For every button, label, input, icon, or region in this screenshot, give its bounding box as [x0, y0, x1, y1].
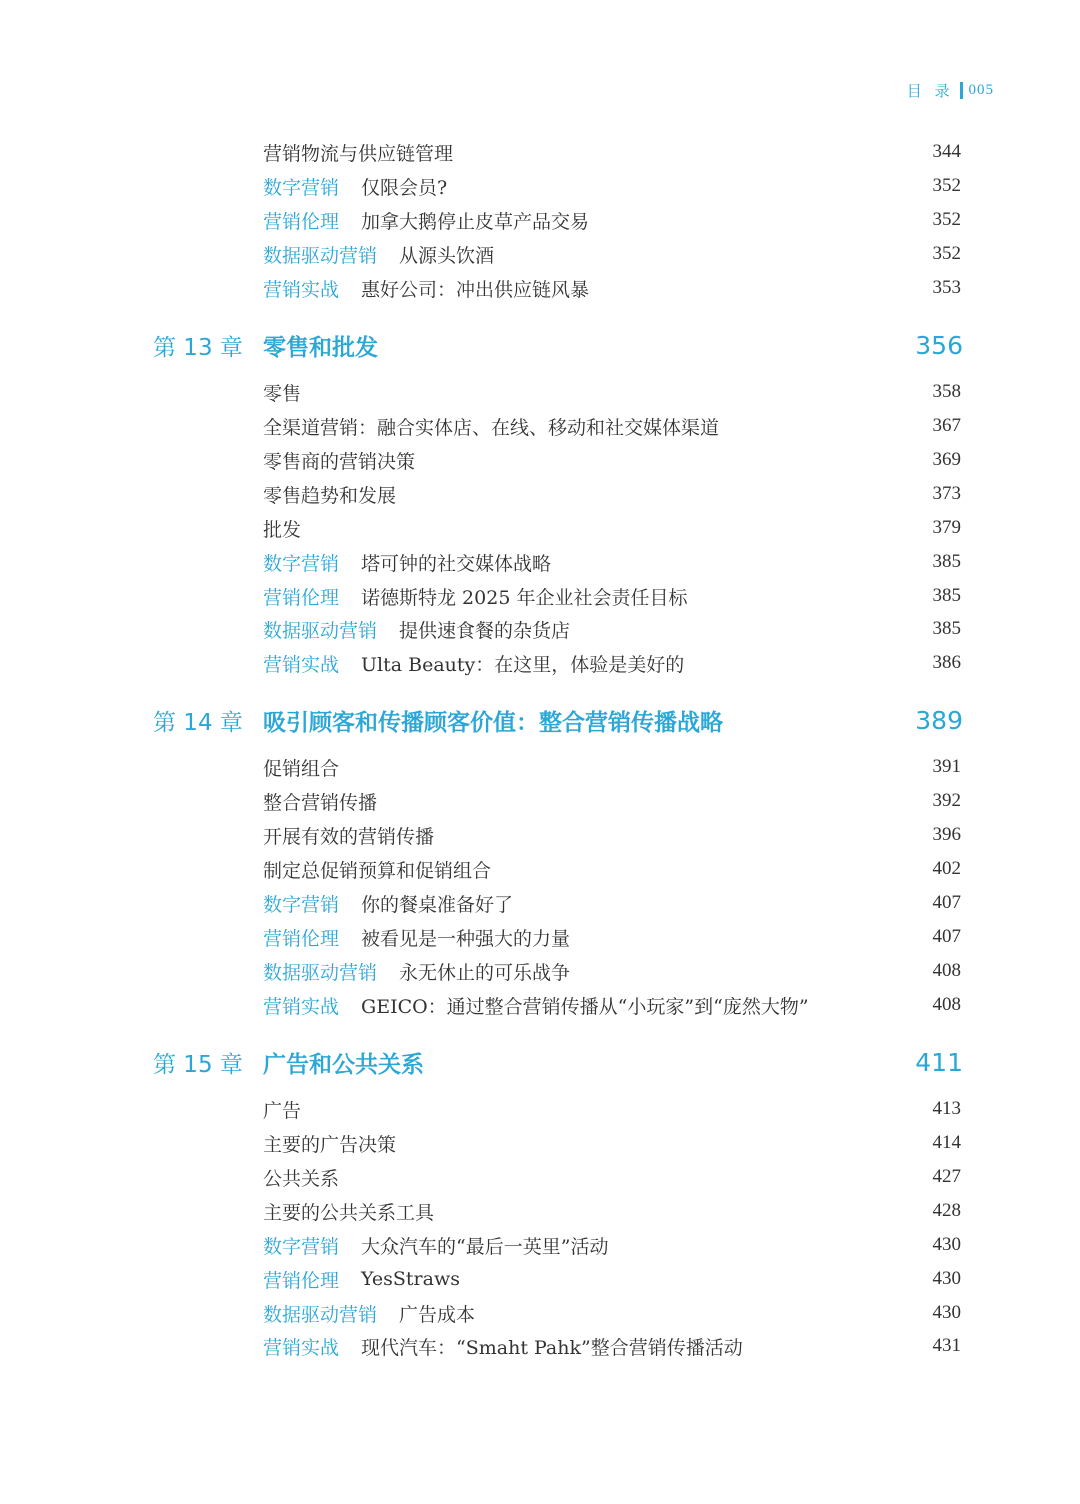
toc-entry[interactable] [263, 1194, 963, 1228]
toc-entry-page: 386 [932, 652, 961, 673]
toc-entry-tag: 数据驱动营销 [263, 961, 378, 984]
toc-entry-tag: 营销实战 [263, 278, 340, 301]
toc-entry[interactable] [263, 579, 963, 613]
toc-entry[interactable] [263, 1126, 963, 1160]
toc-entry-title: 仅限会员? [361, 176, 448, 199]
toc-entry-page: 391 [932, 756, 961, 777]
toc-entry-title: 开展有效的营销传播 [263, 825, 435, 848]
toc-entry-tag: 营销实战 [263, 1336, 340, 1359]
toc-entry-tag: 数据驱动营销 [263, 244, 378, 267]
toc-entry-title: 零售商的营销决策 [263, 450, 416, 473]
toc-entry-title: 批发 [263, 518, 302, 541]
toc-entry-title: 从源头饮酒 [399, 244, 495, 267]
toc-entry-page: 358 [932, 381, 961, 402]
toc-entry-title: 现代汽车：“Smaht Pahk”整合营销传播活动 [361, 1336, 743, 1359]
toc-entry-title: 你的餐桌准备好了 [361, 893, 514, 916]
toc-entry-title: GEICO：通过整合营销传播从“小玩家”到“庞然大物” [361, 995, 809, 1018]
toc-entry[interactable] [263, 920, 963, 954]
toc-entry[interactable] [263, 1228, 963, 1262]
toc-entry-page: 428 [932, 1200, 961, 1221]
toc-entry-title: 广告 [263, 1099, 302, 1122]
toc-entry[interactable] [263, 443, 963, 477]
toc-entry-page: 385 [932, 618, 961, 639]
toc-entry-title: 被看见是一种强大的力量 [361, 927, 571, 950]
toc-entry[interactable] [263, 784, 963, 818]
toc-entry[interactable] [263, 511, 963, 545]
toc-entry[interactable] [263, 237, 963, 271]
toc-entry-page: 430 [932, 1234, 961, 1255]
toc-entry-page: 367 [932, 415, 961, 436]
chapter-title: 广告和公共关系 [263, 1051, 424, 1078]
toc-entry-title: 惠好公司：冲出供应链风暴 [361, 278, 590, 301]
toc-entry-title: 零售 [263, 382, 302, 405]
toc-entry-page: 385 [932, 551, 961, 572]
chapter-heading[interactable] [153, 325, 963, 365]
toc-entry[interactable] [263, 646, 963, 680]
chapter-page: 356 [915, 330, 963, 360]
toc-entry[interactable] [263, 988, 963, 1022]
toc-entry-title: 主要的公共关系工具 [263, 1201, 435, 1224]
toc-entry[interactable] [263, 954, 963, 988]
toc-entry-tag: 营销伦理 [263, 586, 340, 609]
toc-entry[interactable] [263, 375, 963, 409]
toc-entry-page: 352 [932, 243, 961, 264]
toc-entry[interactable] [263, 135, 963, 169]
toc-entry-title: 永无休止的可乐战争 [399, 961, 571, 984]
chapter-page: 389 [915, 705, 963, 735]
chapter-label: 第 14 章 [153, 709, 243, 736]
toc-entry-title: 主要的广告决策 [263, 1133, 397, 1156]
toc-entry-page: 413 [932, 1098, 961, 1119]
toc-entry-tag: 数字营销 [263, 1235, 340, 1258]
toc-entry-page: 431 [932, 1335, 961, 1356]
toc-entry-title: 全渠道营销：融合实体店、在线、移动和社交媒体渠道 [263, 416, 720, 439]
toc-entry-page: 408 [932, 960, 961, 981]
running-header [907, 80, 994, 101]
toc-entry[interactable] [263, 169, 963, 203]
toc-entry[interactable] [263, 750, 963, 784]
toc-entry-tag: 营销伦理 [263, 1269, 340, 1292]
toc-entry-title: 广告成本 [399, 1303, 476, 1326]
toc-entry-page: 373 [932, 483, 961, 504]
header-section-title: 目 录 [906, 82, 954, 100]
toc-entry-tag: 数字营销 [263, 176, 340, 199]
toc-entry-title: 零售趋势和发展 [263, 484, 397, 507]
toc-entry-title: 提供速食餐的杂货店 [399, 619, 571, 642]
toc-entry-tag: 营销实战 [263, 995, 340, 1018]
toc-entry-tag: 数字营销 [263, 552, 340, 575]
toc-entry-title: 加拿大鹅停止皮草产品交易 [361, 210, 590, 233]
toc-entry[interactable] [263, 818, 963, 852]
toc-entry-page: 396 [932, 824, 961, 845]
toc-entry-tag: 数字营销 [263, 893, 340, 916]
toc-entry-tag: 数据驱动营销 [263, 1303, 378, 1326]
toc-entry-page: 430 [932, 1268, 961, 1289]
toc-entry[interactable] [263, 1329, 963, 1363]
toc-entry[interactable] [263, 409, 963, 443]
toc-entry[interactable] [263, 1296, 963, 1330]
toc-entry[interactable] [263, 271, 963, 305]
toc-entry-title: 营销物流与供应链管理 [263, 142, 454, 165]
chapter-title: 零售和批发 [263, 334, 378, 361]
toc-entry-page: 392 [932, 790, 961, 811]
toc-entry-page: 344 [932, 141, 961, 162]
toc-entry-title: 公共关系 [263, 1167, 340, 1190]
toc-entry-title: 整合营销传播 [263, 791, 378, 814]
toc-entry-page: 408 [932, 994, 961, 1015]
toc-entry-tag: 营销伦理 [263, 927, 340, 950]
toc-entry-title: 制定总促销预算和促销组合 [263, 859, 492, 882]
toc-entry-page: 427 [932, 1166, 961, 1187]
toc-entry[interactable] [263, 477, 963, 511]
chapter-heading[interactable] [153, 1042, 963, 1082]
toc-entry-page: 379 [932, 517, 961, 538]
chapter-page: 411 [915, 1047, 963, 1077]
toc-entry[interactable] [263, 852, 963, 886]
header-page-number: 005 [968, 82, 994, 98]
toc-entry[interactable] [263, 612, 963, 646]
toc-entry-title: 塔可钟的社交媒体战略 [361, 552, 552, 575]
toc-entry[interactable] [263, 1262, 963, 1296]
chapter-label: 第 15 章 [153, 1051, 243, 1078]
toc-entry-title: 大众汽车的“最后一英里”活动 [361, 1235, 609, 1258]
toc-entry[interactable] [263, 545, 963, 579]
chapter-heading[interactable] [153, 700, 963, 740]
toc-entry-title: 促销组合 [263, 757, 340, 780]
toc-entry-page: 369 [932, 449, 961, 470]
toc-entry-tag: 营销伦理 [263, 210, 340, 233]
toc-entry-page: 352 [932, 209, 961, 230]
toc-entry-tag: 数据驱动营销 [263, 619, 378, 642]
toc-entry[interactable] [263, 1092, 963, 1126]
chapter-title: 吸引顾客和传播顾客价值：整合营销传播战略 [263, 709, 723, 736]
toc-entry[interactable] [263, 1160, 963, 1194]
toc-entry-page: 402 [932, 858, 961, 879]
toc-entry[interactable] [263, 886, 963, 920]
chapter-label: 第 13 章 [153, 334, 243, 361]
toc-entry-page: 430 [932, 1302, 961, 1323]
toc-entry-tag: 营销实战 [263, 653, 340, 676]
toc-entry-title: Ulta Beauty：在这里，体验是美好的 [361, 653, 685, 676]
toc-entry-title: YesStraws [361, 1268, 460, 1290]
toc-entry-title: 诺德斯特龙 2025 年企业社会责任目标 [361, 586, 688, 609]
toc-entry-page: 414 [932, 1132, 961, 1153]
header-divider [960, 82, 963, 99]
toc-entry-page: 407 [932, 892, 961, 913]
toc-entry-page: 385 [932, 585, 961, 606]
toc-entry[interactable] [263, 203, 963, 237]
toc-entry-page: 352 [932, 175, 961, 196]
toc-entry-page: 407 [932, 926, 961, 947]
toc-entry-page: 353 [932, 277, 961, 298]
